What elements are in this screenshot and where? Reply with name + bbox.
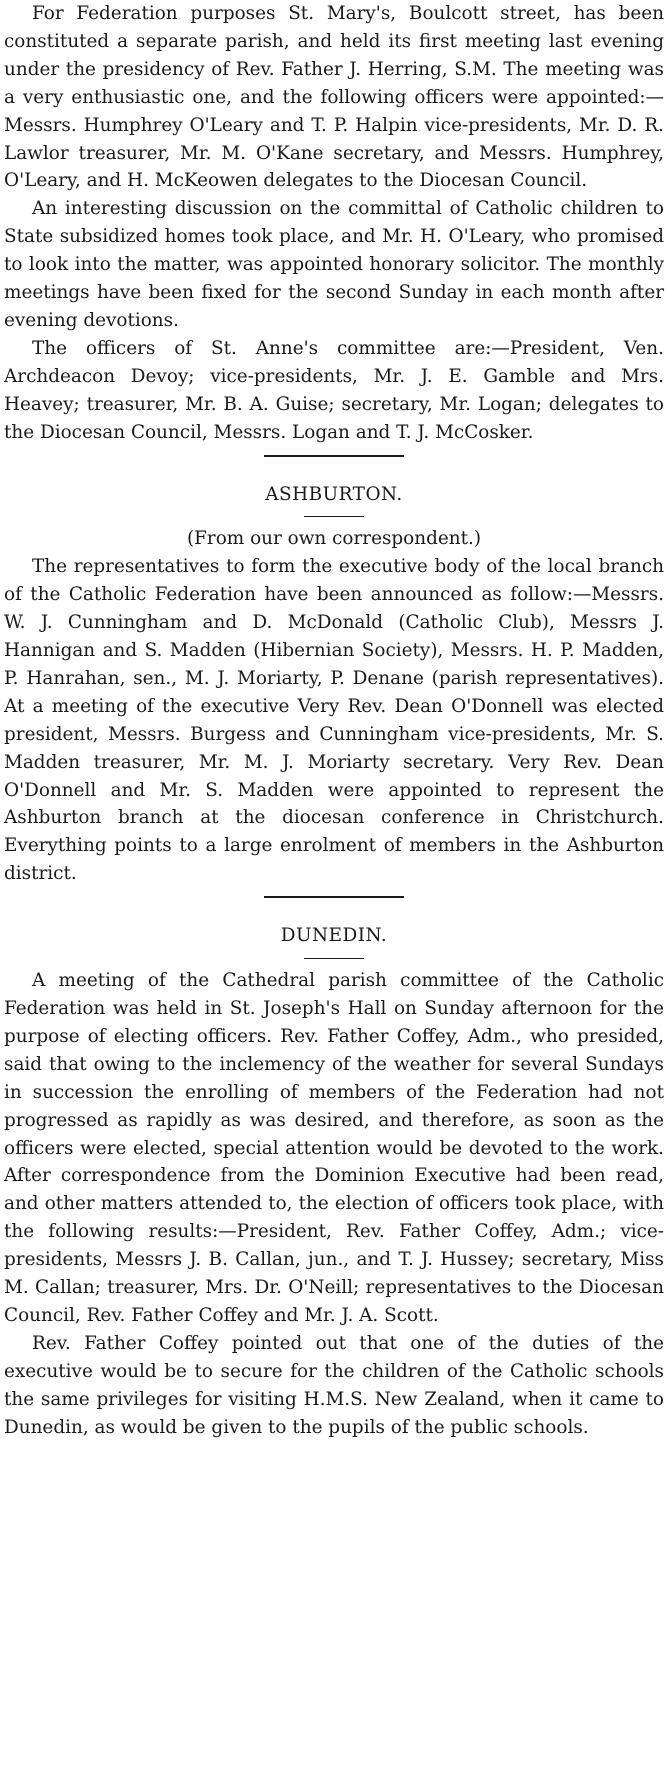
- dunedin-section: [4, 896, 664, 1441]
- section-rule-top: [264, 896, 404, 898]
- ashburton-section: [4, 455, 664, 889]
- article-paragraph-ashburton: The representatives to form the executive body of the local branch of the Catholic Federation have been announced as follow:—Messrs. W. J. Cunningham and D. McDonald (Catholic Club), Messrs J. Hannigan and S. Madden (Hibernian Society), Messrs. H. P. Madden, P. Hanrahan, sen., M. J. Moriarty, P. Denane (parish representatives). At a meeting of the executive Very Rev. Dean O'Donnell was elected president, Messrs. Burgess and Cunningham vice-presidents, Mr. S. Madden treasurer, Mr. M. J. Moriarty secretary. Very Rev. Dean O'Donnell and Mr. S. Madden were appointed to represent the Ashburton branch at the diocesan conference in Christchurch. Everything points to a large enrolment of members in the Ashburton district.: [4, 556, 664, 885]
- article-paragraph-dunedin-meeting: A meeting of the Cathedral parish committee of the Catholic Federation was held in St. Joseph's Hall on Sunday afternoon for the purpose of electing officers. Rev. Father Coffey, Adm., who presided, said that owing to the inclemency of the weather for several Sundays in succession the enrolling of members of the Federation had not progressed as rapidly as was desired, and therefore, as soon as the officers were elected, special attention would be devoted to the work. After correspondence from the Dominion Executive had been read, and other matters attended to, the election of officers took place, with the following results:—President, Rev. Father Coffey, Adm.; vice-presidents, Messrs J. B. Callan, jun., and T. J. Hussey; secretary, Miss M. Callan; treasurer, Mrs. Dr. O'Neill; representatives to the Diocesan Council, Rev. Father Coffey and Mr. J. A. Scott.: [4, 970, 664, 1326]
- section-rule-top: [264, 455, 404, 457]
- section-heading-ashburton: ASHBURTON.: [265, 483, 403, 505]
- article-paragraph-st-annes: The officers of St. Anne's committee are:—President, Ven. Archdeacon Devoy; vice-presidents, Mr. J. E. Gamble and Mrs. Heavey; treasurer, Mr. B. A. Guise; secretary, Mr. Logan; delegates to the Diocesan Council, Messrs. Logan and T. J. McCosker.: [4, 337, 664, 443]
- section-rule-bottom: [304, 516, 364, 517]
- section-heading-dunedin: DUNEDIN.: [280, 925, 388, 947]
- section-rule-bottom: [304, 958, 364, 959]
- article-paragraph-committal-discussion: An interesting discussion on the committal of Catholic children to State subsidized homes took place, and Mr. H. O'Leary, who promised to look into the matter, was appointed honorary solicitor. The monthly meetings have been fixed for the second Sunday in each month after evening devotions.: [4, 198, 664, 331]
- correspondent-byline: (From our own correspondent.): [186, 528, 482, 550]
- article-paragraph-st-marys: For Federation purposes St. Mary's, Boulcott street, has been constituted a separate parish, and held its first meeting last evening under the presidency of Rev. Father J. Herring, S.M. The meeting was a very enthusiastic one, and the following officers were appointed:—Messrs. Humphrey O'Leary and T. P. Halpin vice-presidents, Mr. D. R. Lawlor treasurer, Mr. M. O'Kane secretary, and Messrs. Humphrey, O'Leary, and H. McKeowen delegates to the Diocesan Council.: [4, 3, 664, 192]
- article-paragraph-dunedin-visit: Rev. Father Coffey pointed out that one of the duties of the executive would be to secure for the children of the Catholic schools the same privileges for visiting H.M.S. New Zealand, when it came to Dunedin, as would be given to the pupils of the public schools.: [4, 1332, 664, 1438]
